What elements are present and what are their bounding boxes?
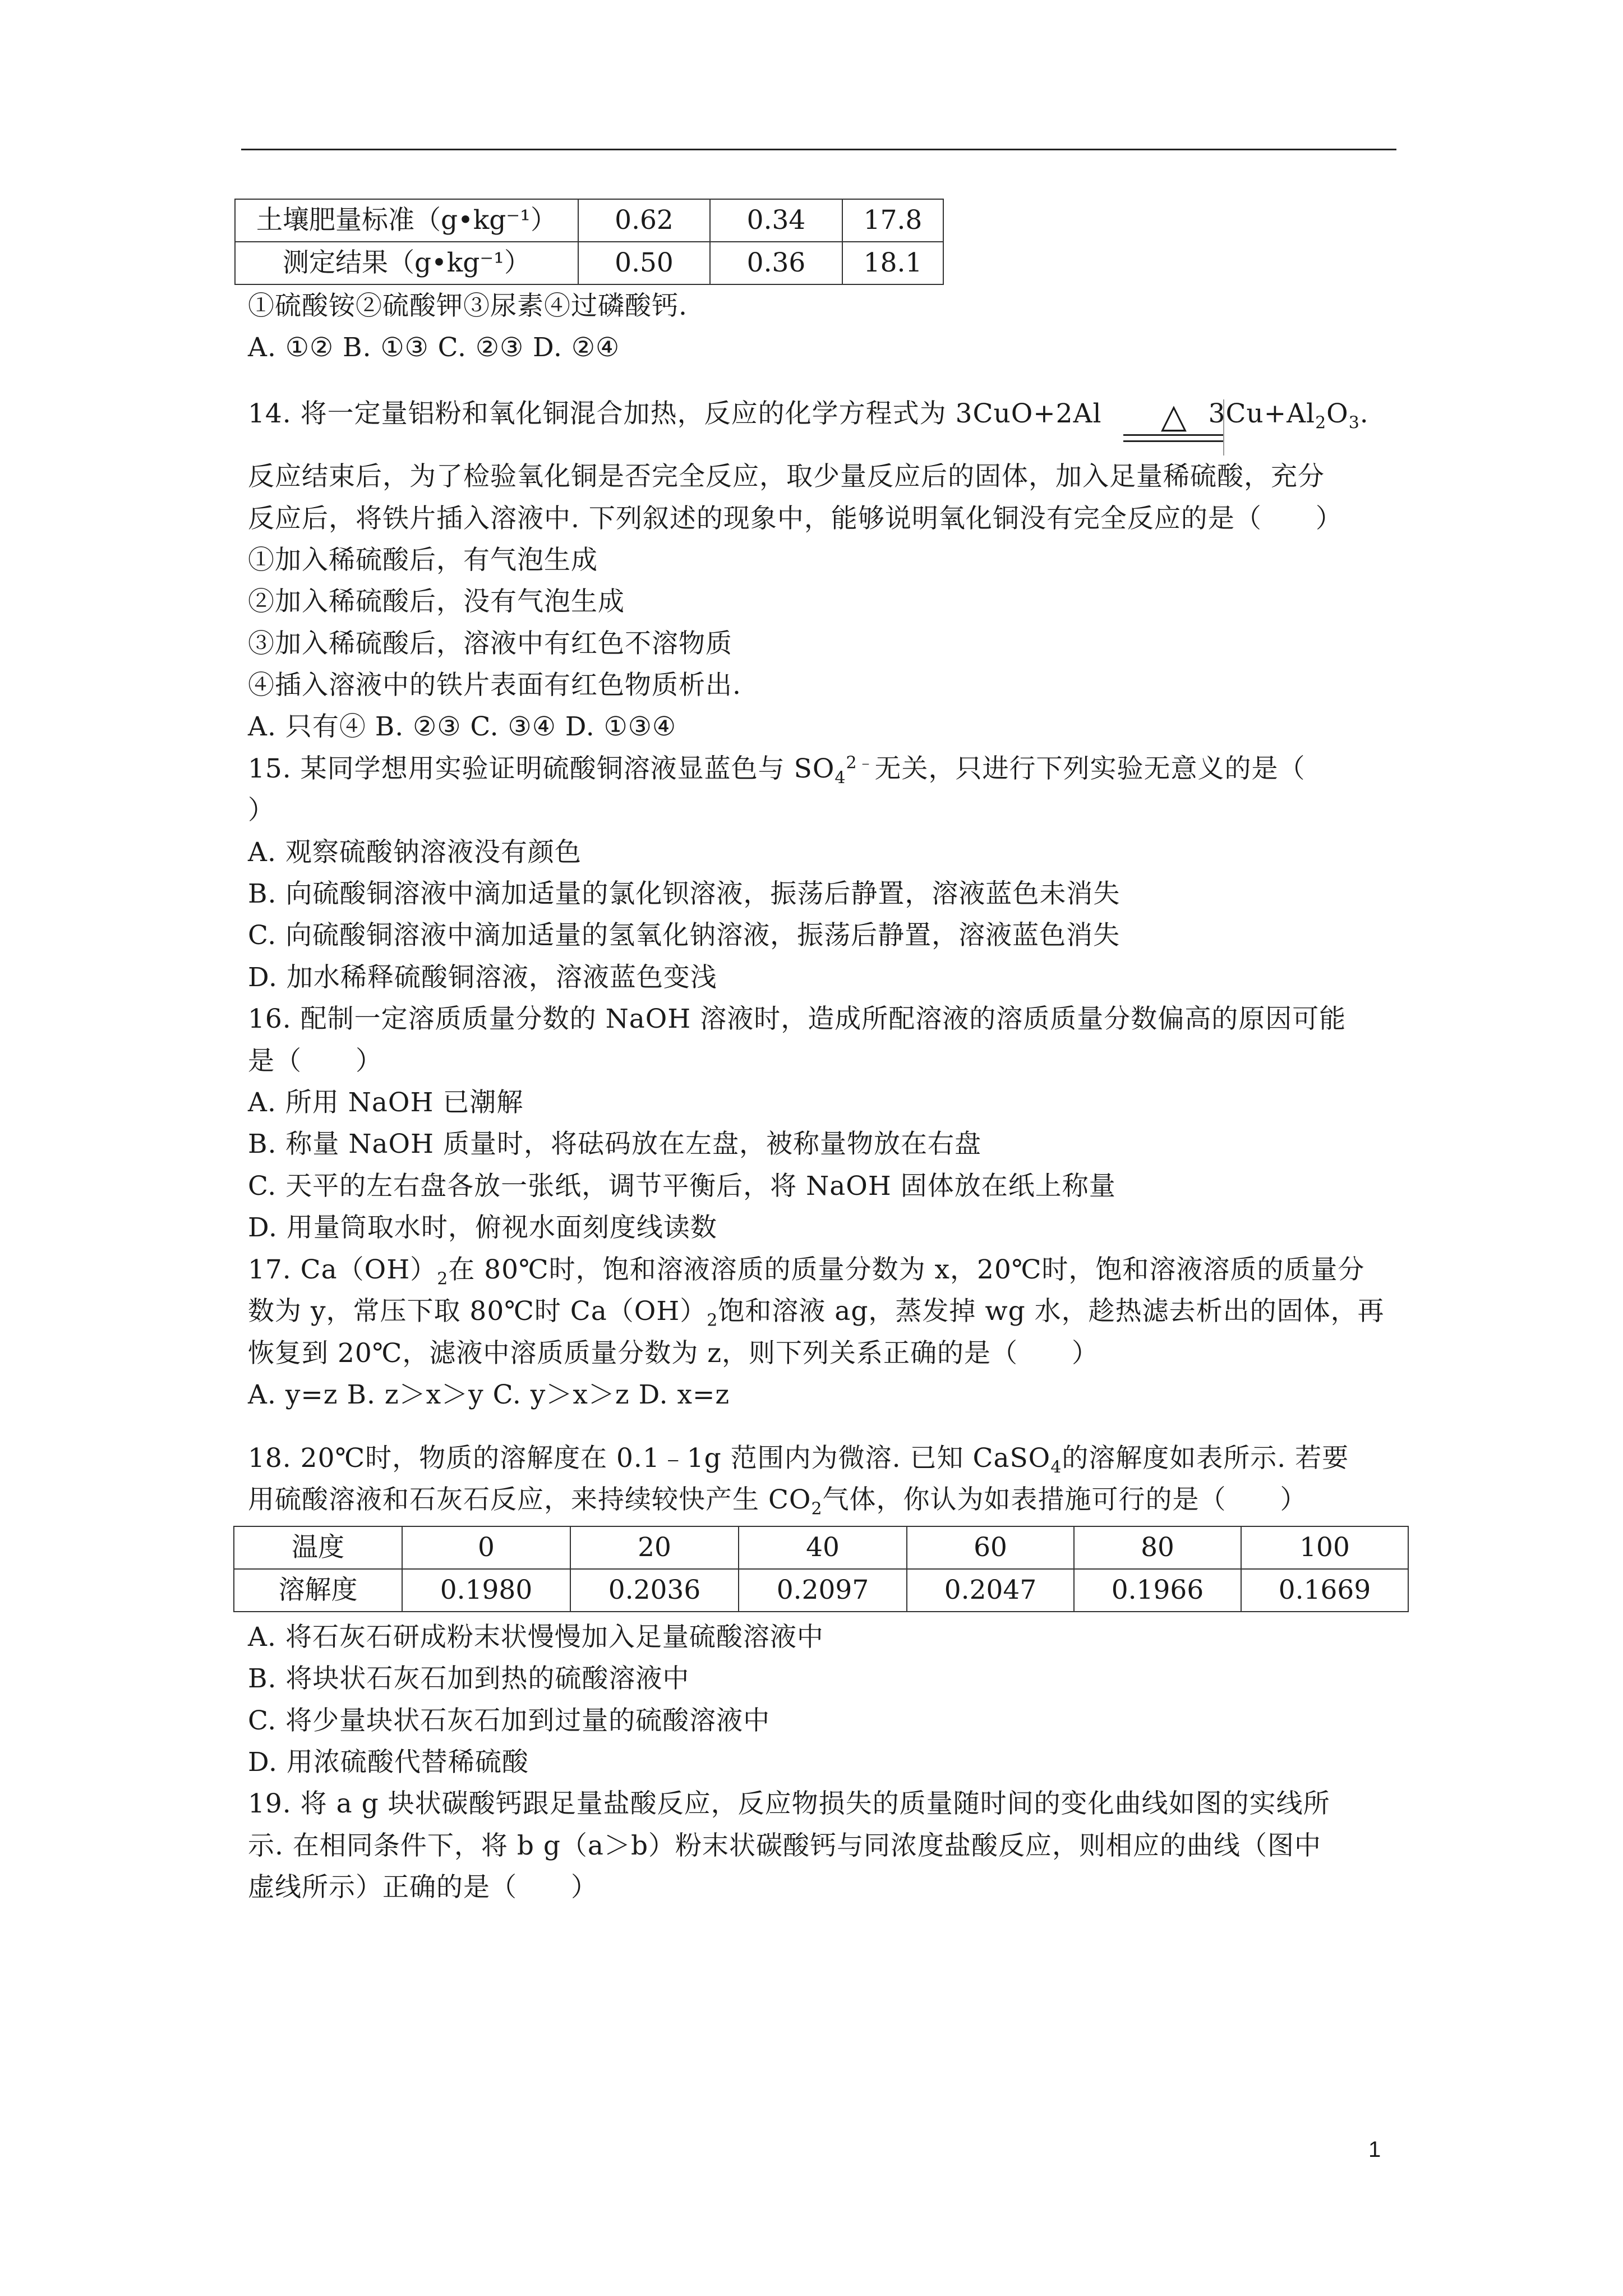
q19-line2: 示. 在相同条件下，将 b g（a＞b）粉末状碳酸钙与同浓度盐酸反应，则相应的曲线（图中 — [248, 1830, 1322, 1861]
table-cell: 0 — [402, 1526, 570, 1569]
q13-items: ①硫酸铵②硫酸钾③尿素④过磷酸钙. — [248, 291, 688, 321]
table-cell: 80 — [1074, 1526, 1241, 1569]
q19-line1: 19. 将 a g 块状碳酸钙跟足量盐酸反应，反应物损失的质量随时间的变化曲线如图的实线所 — [248, 1788, 1330, 1819]
table-row — [234, 1569, 1408, 1612]
q14-line2: 反应结束后，为了检验氧化铜是否完全反应，取少量反应后的固体，加入足量稀硫酸，充分 — [248, 461, 1325, 492]
table-cell: 0.36 — [710, 242, 842, 284]
table-row — [235, 199, 943, 242]
q17-line1: 17. $Ca(OH)_2$在 80℃时，饱和溶液溶质的质量分数为 x，20℃时，饱和溶液溶质的质量分 — [248, 1254, 1365, 1289]
q15-line1: 15. 某同学想用实验证明硫酸铜溶液显蓝色与 $SO_4^{2﹣}$无关，只进行下列实验无意义的是（ — [248, 753, 1306, 788]
q18-option-c: C. 将少量块状石灰石加到过量的硫酸溶液中 — [248, 1705, 771, 1736]
q18-option-a: A. 将石灰石研成粉末状慢慢加入足量硫酸溶液中 — [248, 1622, 824, 1653]
q14-statement-2: ②加入稀硫酸后，没有气泡生成 — [248, 586, 625, 617]
q16-line1: 16. 配制一定溶质质量分数的 NaOH 溶液时，造成所配溶液的溶质质量分数偏高的原因可能 — [248, 1004, 1347, 1034]
q15-option-a: A. 观察硫酸钠溶液没有颜色 — [248, 837, 582, 868]
table-cell: 0.2047 — [907, 1569, 1074, 1612]
table-cell: 0.34 — [710, 199, 842, 242]
q14-statement-4: ④插入溶液中的铁片表面有红色物质析出. — [248, 670, 741, 701]
q15-option-c: C. 向硫酸铜溶液中滴加适量的氢氧化钠溶液，振荡后静置，溶液蓝色消失 — [248, 920, 1121, 951]
table-cell: 土壤肥量标准（g•kg⁻¹） — [235, 199, 578, 242]
heating-condition-arrow — [1123, 399, 1224, 450]
table-cell: 0.1966 — [1074, 1569, 1241, 1612]
q18-option-b: B. 将块状石灰石加到热的硫酸溶液中 — [248, 1663, 690, 1694]
table-cell: 40 — [739, 1526, 907, 1569]
delta-icon: △ — [1160, 397, 1187, 436]
table-cell: 100 — [1241, 1526, 1408, 1569]
table-cell: 0.62 — [578, 199, 710, 242]
q14-line3: 反应后，将铁片插入溶液中. 下列叙述的现象中，能够说明氧化铜没有完全反应的是（ ） — [248, 503, 1343, 534]
table-cell: 20 — [570, 1526, 739, 1569]
table-cell: 0.1669 — [1241, 1569, 1408, 1612]
table-cell: 0.2097 — [739, 1569, 907, 1612]
table-cell: 0.50 — [578, 242, 710, 284]
q19-line3: 虚线所示）正确的是（ ） — [248, 1872, 598, 1903]
table-cell: 18.1 — [842, 242, 943, 284]
q14-statement-3: ③加入稀硫酸后，溶液中有红色不溶物质 — [248, 628, 732, 659]
q14-options: A. 只有④ B. ②③ C. ③④ D. ①③④ — [248, 711, 677, 742]
q16-option-b: B. 称量 NaOH 质量时，将砝码放在左盘，被称量物放在右盘 — [248, 1129, 981, 1159]
q16-option-d: D. 用量筒取水时，俯视水面刻度线读数 — [248, 1212, 717, 1243]
table-cell: 溶解度 — [234, 1569, 402, 1612]
q13-options: A. ①② B. ①③ C. ②③ D. ②④ — [248, 332, 620, 363]
q15-option-d: D. 加水稀释硫酸铜溶液，溶液蓝色变浅 — [248, 962, 717, 993]
q15-option-b: B. 向硫酸铜溶液中滴加适量的氯化钡溶液，振荡后静置，溶液蓝色未消失 — [248, 878, 1121, 909]
q18-option-d: D. 用浓硫酸代替稀硫酸 — [248, 1747, 529, 1778]
table-row — [234, 1526, 1408, 1569]
q16-line2: 是（ ） — [248, 1046, 382, 1076]
table-cell: 0.2036 — [570, 1569, 739, 1612]
q15-line2: ） — [248, 795, 275, 826]
table-cell: 60 — [907, 1526, 1074, 1569]
header-rule — [241, 149, 1396, 150]
table-cell: 测定结果（g•kg⁻¹） — [235, 242, 578, 284]
q17-line3: 恢复到 20℃，滤液中溶质质量分数为 z，则下列关系正确的是（ ） — [248, 1338, 1099, 1369]
q14-statement-1: ①加入稀硫酸后，有气泡生成 — [248, 545, 598, 576]
solubility-table — [233, 1526, 1409, 1612]
q17-line2: 数为 y，常压下取 80℃时 $Ca(OH)_2$饱和溶液 ag，蒸发掉 wg 水，趁热滤去析出的固体，再 — [248, 1296, 1385, 1331]
table-row — [235, 242, 943, 284]
q18-line1: 18. 20℃时，物质的溶解度在 0.1﹣1g 范围内为微溶. 已知 CaSO$_4$的溶解度如表所示. 若要 — [248, 1443, 1349, 1478]
q18-line2: 用硫酸溶液和石灰石反应，来持续较快产生 $CO_2$气体，你认为如表措施可行的是（ ） — [248, 1484, 1307, 1519]
q14-product: $3Cu+Al_2O_3$. — [1208, 398, 1369, 433]
table-cell: 温度 — [234, 1526, 402, 1569]
page-number: 1 — [1368, 2137, 1381, 2162]
q16-option-c: C. 天平的左右盘各放一张纸，调节平衡后，将 NaOH 固体放在纸上称量 — [248, 1171, 1116, 1202]
table-cell: 0.1980 — [402, 1569, 570, 1612]
fertilizer-table — [234, 199, 944, 285]
q16-option-a: A. 所用 NaOH 已潮解 — [248, 1087, 524, 1118]
q17-options: A. y=z B. z＞x＞y C. y＞x＞z D. x=z — [248, 1379, 730, 1410]
table-cell: 17.8 — [842, 199, 943, 242]
q14-stem: 14. 将一定量铝粉和氧化铜混合加热，反应的化学方程式为 3CuO+2Al — [248, 398, 1102, 429]
